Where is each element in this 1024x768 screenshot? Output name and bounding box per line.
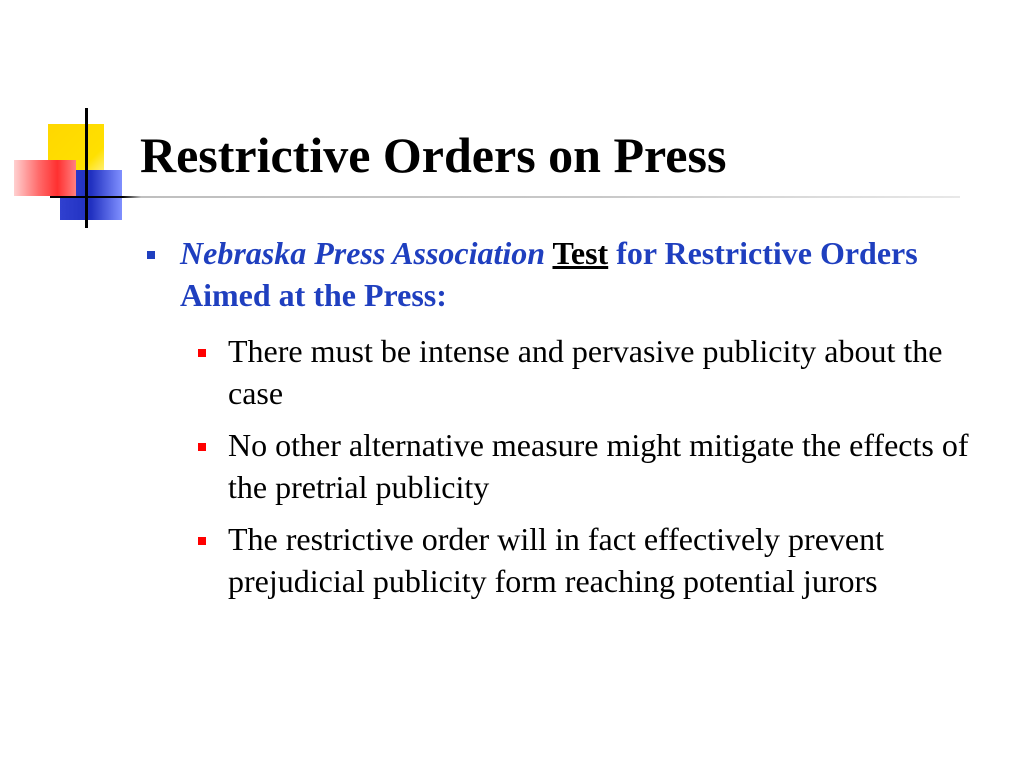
slide-title: Restrictive Orders on Press bbox=[140, 127, 727, 183]
main-bullet-rest: for Restrictive Orders Aimed at the Press: bbox=[180, 235, 918, 313]
sub-bullet-marker bbox=[198, 443, 206, 451]
main-bullet-case-name: Nebraska Press Association bbox=[180, 235, 546, 271]
decorative-red-bar bbox=[14, 160, 76, 196]
sub-bullet-text: The restrictive order will in fact effectively prevent prejudicial publicity form reaching potential jurors bbox=[228, 521, 884, 599]
decorative-vertical-line bbox=[85, 108, 88, 228]
sub-bullet-1 bbox=[228, 330, 998, 414]
sub-bullet-text: There must be intense and pervasive publicity about the case bbox=[228, 333, 943, 411]
main-bullet bbox=[180, 232, 980, 316]
sub-bullet-2 bbox=[228, 424, 998, 508]
sub-bullet-marker bbox=[198, 349, 206, 357]
sub-bullet-text: No other alternative measure might mitigate the effects of the pretrial publicity bbox=[228, 427, 969, 505]
title-underline-rule bbox=[50, 196, 960, 198]
main-bullet-marker bbox=[147, 251, 155, 259]
main-bullet-test-word: Test bbox=[552, 235, 609, 271]
sub-bullet-marker bbox=[198, 537, 206, 545]
sub-bullet-3 bbox=[228, 518, 998, 602]
